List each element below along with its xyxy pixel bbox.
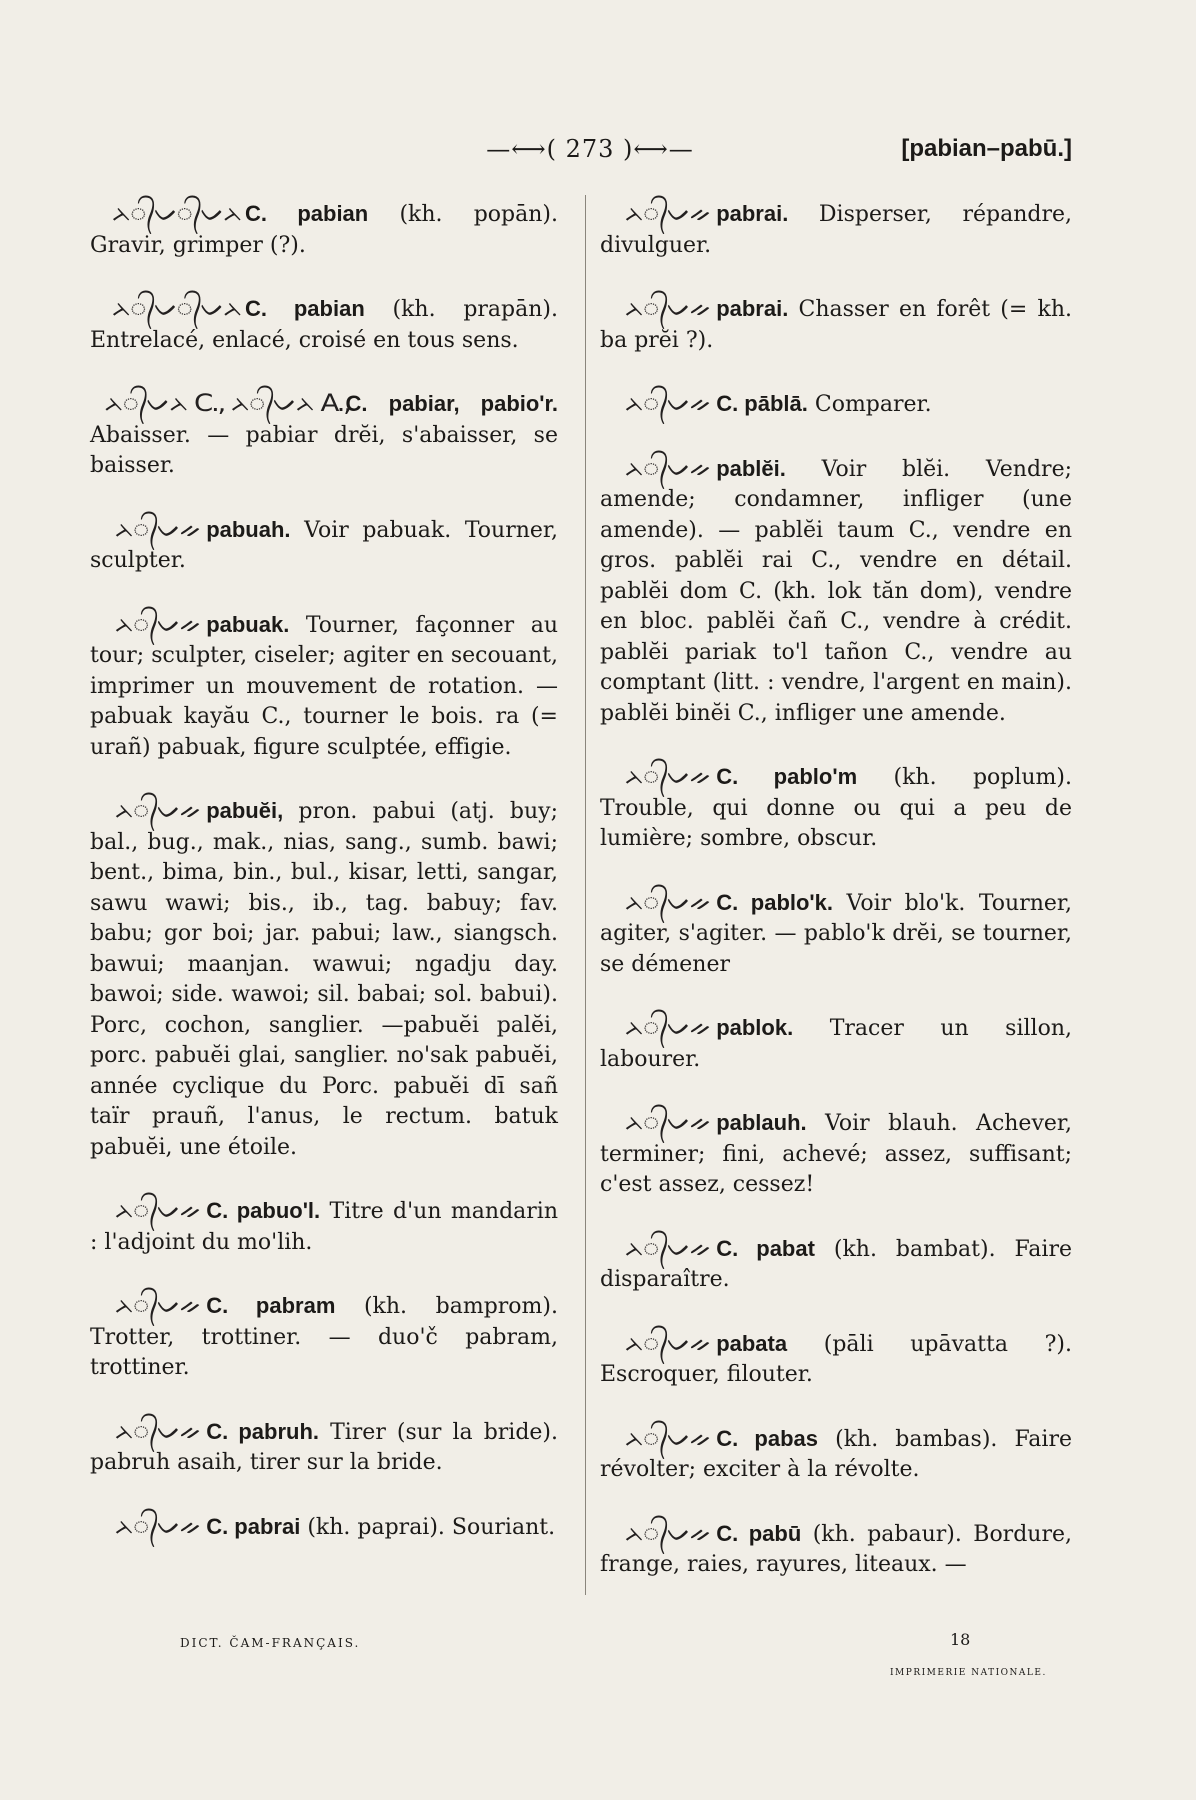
cham-script-glyph: ᨂ᭄ᨆᨀ <box>624 389 710 417</box>
entry-definition: Tirer (sur la bride). pabruh asaih, tirer sur la bride. <box>90 1419 559 1475</box>
cham-script-glyph: ᨂ᭄ᨆᨀ <box>114 1196 200 1224</box>
cham-script-glyph: ᨂ᭄ᨆᨀ <box>624 762 710 790</box>
cham-script-glyph: ᨂ᭄ᨆᨀ <box>624 1423 710 1452</box>
page-header <box>0 135 1196 175</box>
entry-headword: C. pabas <box>716 1425 818 1451</box>
entry-definition: Disperser, répandre, divulguer. <box>600 202 1072 258</box>
dictionary-entry <box>600 1518 1072 1581</box>
cham-script-glyph: ᨂ᭄ᨆᨀ <box>624 887 710 916</box>
entry-definition: (kh. pabaur). Bordure, frange, raies, rayures, liteaux. — <box>600 1521 1072 1577</box>
entry-definition: (kh. poplum). Trouble, qui donne ou qui a peu de lumière; sombre, obscur. <box>600 765 1072 851</box>
entry-definition: Tracer un sillon, labourer. <box>600 1016 1072 1072</box>
entry-headword: pabrai. <box>716 201 789 226</box>
dictionary-entry <box>90 1416 558 1479</box>
page-number: —⟷( 273 )⟷— <box>486 135 694 163</box>
dictionary-entry <box>600 453 1072 730</box>
entry-headword: pablok. <box>716 1015 794 1040</box>
entry-headword: C. pabuo'l. <box>206 1198 321 1223</box>
entry-headword: pabuĕi, <box>206 798 284 823</box>
cham-script-glyph: ᨂ᭄ᨆᨀ <box>624 1328 710 1357</box>
cham-script-glyph: ᨂ᭄ᨆᨀ <box>624 1518 710 1547</box>
entry-definition: (kh. bamprom). Trotter, trottiner. — duo'č pabram, trottiner. <box>90 1294 558 1380</box>
dictionary-entry <box>90 1290 558 1384</box>
left-column <box>90 198 558 1575</box>
cham-script-glyph: ᨂ᭄ᨆᨀ <box>624 1108 710 1136</box>
dictionary-entry <box>90 1511 558 1544</box>
right-column <box>600 198 1072 1613</box>
dictionary-entry <box>600 1233 1072 1296</box>
cham-script-glyph: ᨂ᭄ᨆᨀ <box>624 1013 710 1041</box>
cham-script-glyph: ᨂ᭄ᨆᨀ <box>114 1416 200 1445</box>
cham-script-glyph: ᨂ᭄ᨆᨀ <box>114 514 200 543</box>
dictionary-entry <box>90 1195 558 1258</box>
dictionary-entry <box>600 1012 1072 1075</box>
entry-headword: C. pabū <box>716 1520 802 1546</box>
entry-headword: C. pabian <box>245 201 369 226</box>
dictionary-entry <box>600 198 1072 261</box>
dictionary-entry <box>600 1423 1072 1486</box>
entry-definition: Voir pabuak. Tourner, sculpter. <box>90 517 558 573</box>
entry-headword: pabata <box>716 1330 788 1356</box>
cham-script-glyph: ᨂ᭄ᨆᨂ C., ᨂ᭄ᨆᨂ A., <box>103 389 350 417</box>
dictionary-entry <box>90 198 558 261</box>
entry-headword: C. pāblā. <box>716 391 808 416</box>
entry-headword: pablauh. <box>716 1110 807 1135</box>
dictionary-entry <box>90 795 558 1163</box>
entry-definition: Titre d'un mandarin : l'adjoint du mo'lih. <box>90 1199 558 1255</box>
entry-headword: pabrai. <box>716 296 789 321</box>
entry-definition: Tourner, façonner au tour; sculpter, ciseler; agiter en secouant, imprimer un mouvement de rotation. — pabuak kayău C., tourner le bois. ra (= urañ) pabuak, figure sculptée, effigie. <box>90 612 558 760</box>
dictionary-entry <box>600 1107 1072 1201</box>
cham-script-glyph: ᨂ᭄ᨆᨀ <box>624 294 710 322</box>
cham-script-glyph: ᨂ᭄ᨆ᭄ᨆᨂ <box>111 294 242 322</box>
entry-headword: C. pabian <box>245 296 365 321</box>
entry-definition: Voir blĕi. Vendre; amende; condamner, infliger (une amende). — pablĕi taum C., vendre en gros. pablĕi rai C., vendre en détail. pablĕi dom C. (kh. lok tăn dom), vendre en bloc. pablĕi čañ C., vendre à crédit. pablĕi pariak to'l tañon C., vendre au comptant (litt. : vendre, l'argent en main). pablĕi binĕi C., infliger une amende. <box>600 456 1072 726</box>
entry-definition: Voir blo'k. Tourner, agiter, s'agiter. — pablo'k drĕi, se tourner, se démener <box>600 890 1072 977</box>
entry-definition: Comparer. <box>807 392 932 417</box>
entry-definition: (kh. popān). Gravir, grimper (?). <box>90 202 558 258</box>
footer-dictionary-title: DICT. ČAM-FRANÇAIS. <box>180 1636 361 1650</box>
cham-script-glyph: ᨂ᭄ᨆᨀ <box>114 1291 200 1319</box>
dictionary-entry <box>600 761 1072 855</box>
entry-headword: C. pablo'k. <box>716 889 834 915</box>
cham-script-glyph: ᨂ᭄ᨆ᭄ᨆᨂ <box>111 199 242 227</box>
cham-script-glyph: ᨂ᭄ᨆᨀ <box>624 199 710 227</box>
dictionary-entry <box>600 388 1072 421</box>
entry-definition: Voir blauh. Achever, terminer; fini, achevé; assez, suffisant; c'est assez, cessez! <box>600 1111 1072 1197</box>
entry-definition: (kh. bambat). Faire disparaître. <box>600 1236 1072 1292</box>
cham-script-glyph: ᨂ᭄ᨆᨀ <box>624 1233 710 1262</box>
entry-definition: Chasser en forêt (= kh. ba prĕi ?). <box>600 297 1072 353</box>
entry-headword: C. pabat <box>716 1235 815 1261</box>
dictionary-entry <box>600 1328 1072 1391</box>
entry-headword: C. pabiar, pabio'r. <box>345 391 558 416</box>
cham-script-glyph: ᨂ᭄ᨆᨀ <box>114 609 200 638</box>
cham-script-glyph: ᨂ᭄ᨆᨀ <box>624 453 710 482</box>
entry-headword: C. pabrai <box>206 1513 301 1539</box>
footer-printer: IMPRIMERIE NATIONALE. <box>890 1668 1047 1678</box>
dictionary-entry <box>600 887 1072 981</box>
entry-definition: (pāli upāvatta ?). Escroquer, filouter. <box>600 1331 1072 1387</box>
entry-headword: C. pablo'm <box>716 764 858 789</box>
footer-sheet-number: 18 <box>950 1630 971 1649</box>
entry-definition: (kh. paprai). Souriant. <box>300 1514 556 1540</box>
dictionary-entry <box>90 293 558 356</box>
dictionary-entry <box>90 388 558 482</box>
entry-definition: pron. pabui (atj. buy; bal., bug., mak., nias, sang., sumb. bawi; bent., bima, bin., bul., kisar, letti, sangar, sawu wawi; bis., ib., tag. babuy; fav. babu; gor boi; jar. pabui; law., siangsch. bawui; maanjan. wawui; ngadju day. bawoi; side. wawoi; sil. babai; sol. babui). Porc, cochon, sanglier. —pabuĕi palĕi, porc. pabuĕi glai, sanglier. no'sak pabuĕi, année cyclique du Porc. pabuĕi dī sañ taïr prauñ, l'anus, le rectum. batuk pabuĕi, une étoile. <box>90 799 558 1160</box>
entry-definition: (kh. prapān). Entrelacé, enlacé, croisé en tous sens. <box>90 297 558 353</box>
entry-headword: C. pabram <box>206 1293 336 1318</box>
dictionary-entry <box>90 609 558 764</box>
cham-script-glyph: ᨂ᭄ᨆᨀ <box>114 1511 200 1540</box>
entry-headword: pabuak. <box>206 611 290 637</box>
cham-script-glyph: ᨂ᭄ᨆᨀ <box>114 796 200 824</box>
entry-headword: pablĕi. <box>716 455 786 481</box>
dictionary-entry <box>90 514 558 577</box>
entry-headword: C. pabruh. <box>206 1418 320 1444</box>
entry-definition: Abaisser. — pabiar drĕi, s'abaisser, se baisser. <box>90 422 558 478</box>
running-title: [pabian–pabū.] <box>901 135 1072 162</box>
dictionary-entry <box>600 293 1072 356</box>
entry-headword: pabuah. <box>206 516 291 542</box>
entry-definition: (kh. bambas). Faire révolter; exciter à la révolte. <box>600 1426 1072 1482</box>
column-divider <box>585 195 586 1595</box>
